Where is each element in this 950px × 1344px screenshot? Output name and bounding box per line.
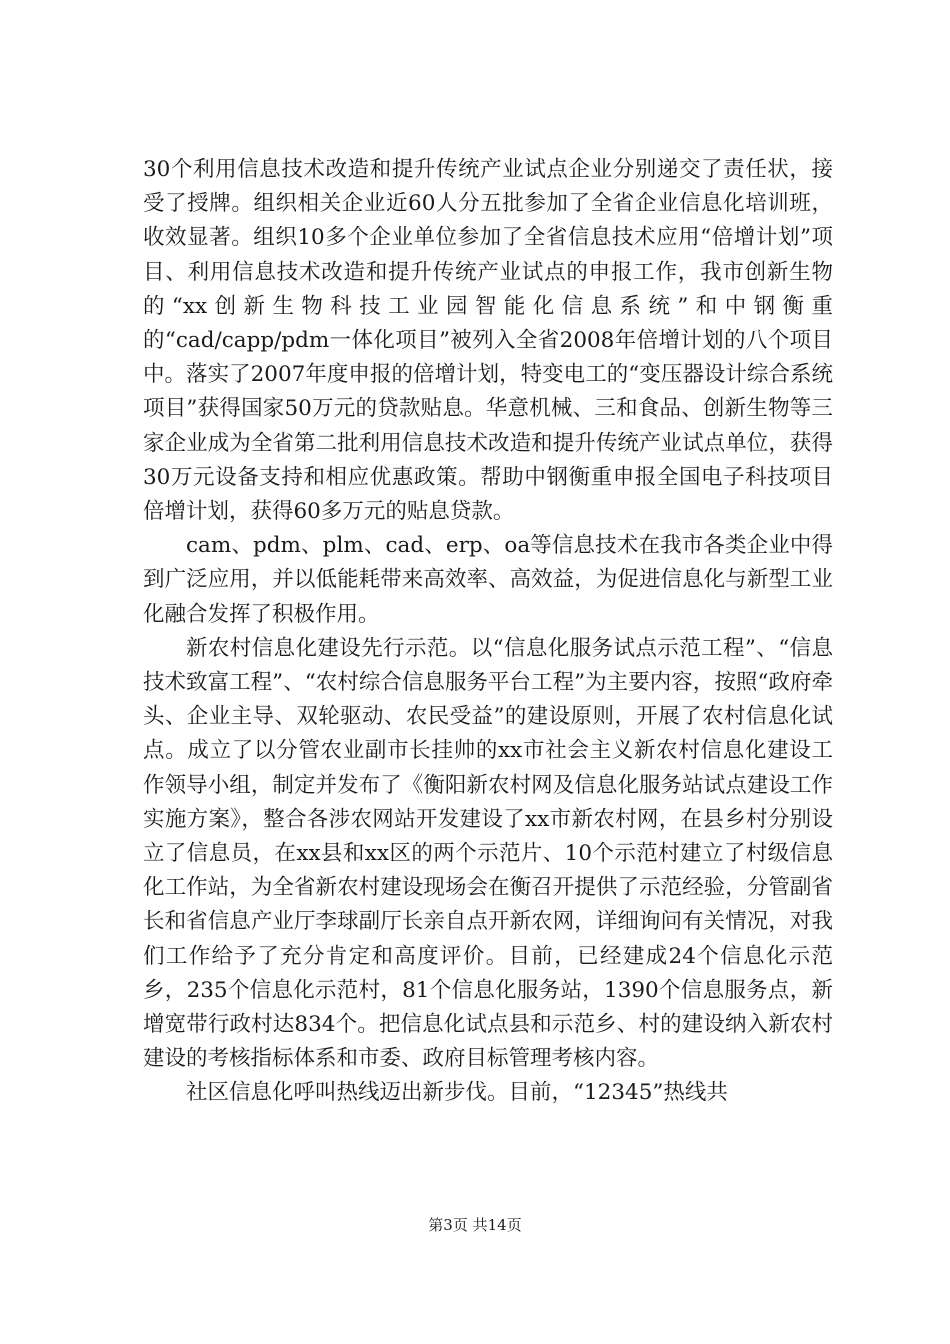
page-footer: 第3页 共14页 bbox=[428, 1216, 522, 1234]
paragraph-community-hotline: 社区信息化呼叫热线迈出新步伐。目前，“12345”热线共 bbox=[186, 1080, 728, 1106]
paragraph-rural-informatization: 新农村信息化建设先行示范。以“信息化服务试点示范工程”、“信息技术致富工程”、“农村综合信息服务平台工程”为主要内容，按照“政府牵头、企业主导、双轮驱动、农民受益”的建设原则，开展了农村信息化试点。成立了以分管农业副市长挂帅的xx市社会主义新农村信息化建设工作领导小组，制定并发布了《衡阳新农村网及信息化服务站试点建设工作实施方案》，整合各涉农网站开发建设了xx市新农村网，在县乡村分别设立了信息员，在xx县和xx区的两个示范片、10个示范村建立了村级信息化工作站，为全省新农村建设现场会在衡召开提供了示范经验，分管副省长和省信息产业厅李球副厅长亲自点开新农网，详细询问有关情况，对我们工作给予了充分肯定和高度评价。目前，已经建成24个信息化示范乡，235个信息化示范村，81个信息化服务站，1390个信息服务点，新增宽带行政村达834个。把信息化试点县和示范乡、村的建设纳入新农村建设的考核指标体系和市委、政府目标管理考核内容。 bbox=[143, 635, 833, 1072]
document-body bbox=[143, 153, 833, 1111]
paragraph-tech-application: cam、pdm、plm、cad、erp、oa等信息技术在我市各类企业中得到广泛应用，并以低能耗带来高效率、高效益，为促进信息化与新型工业化融合发挥了积极作用。 bbox=[143, 533, 833, 627]
paragraph-continuation: 30个利用信息技术改造和提升传统产业试点企业分别递交了责任状，接受了授牌。组织相关企业近60人分五批参加了全省企业信息化培训班，收效显著。组织10多个企业单位参加了全省信息技术应用“倍增计划”项目、利用信息技术改造和提升传统产业试点的申报工作，我市创新生物的“xx创新生物科技工业园智能化信息系统”和中钢衡重的“cad/capp/pdm一体化项目”被列入全省2008年倍增计划的八个项目中。落实了2007年度申报的倍增计划，特变电工的“变压器设计综合系统项目”获得国家50万元的贷款贴息。华意机械、三和食品、创新生物等三家企业成为全省第二批利用信息技术改造和提升传统产业试点单位，获得30万元设备支持和相应优惠政策。帮助中钢衡重申报全国电子科技项目倍增计划，获得60多万元的贴息贷款。 bbox=[143, 157, 833, 525]
